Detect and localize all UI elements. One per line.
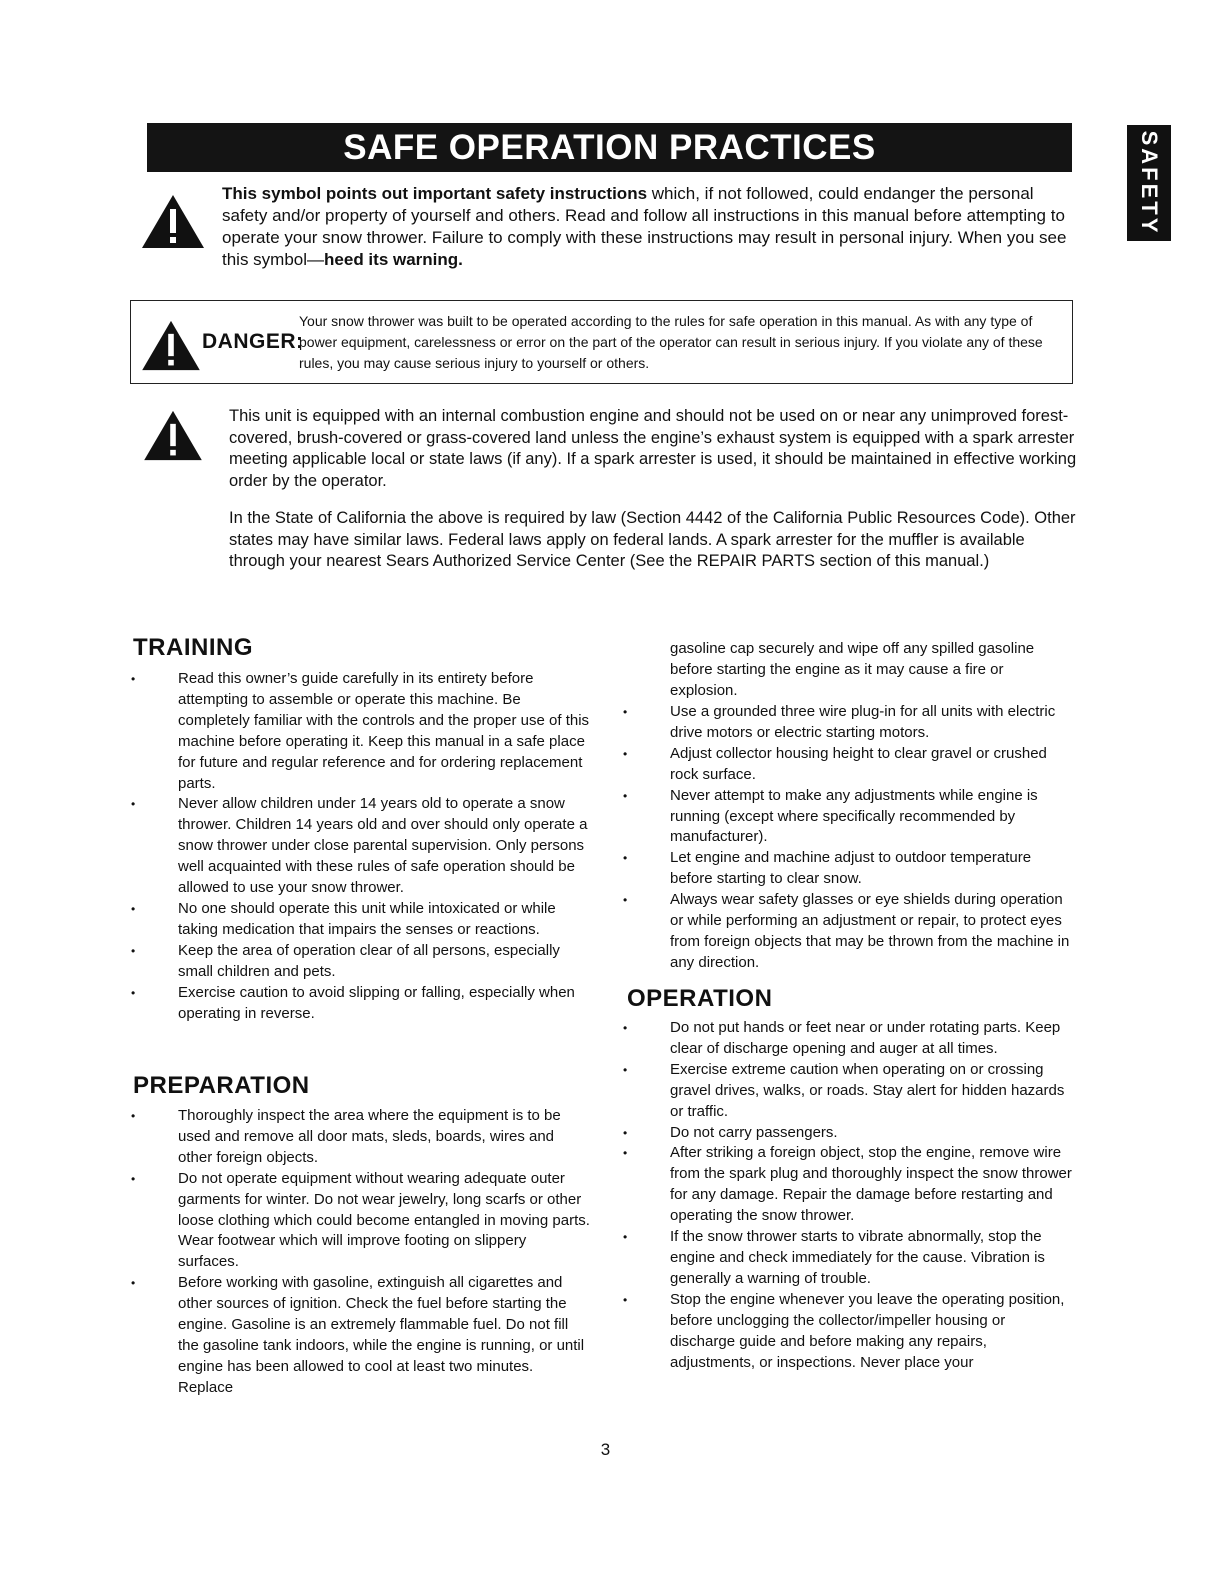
training-heading: TRAINING [133,634,253,661]
page-title-banner [147,123,1072,172]
list-item: • Stop the engine whenever you leave the operating position, before unclogging the collector/impeller housing or discharge guide and before making any repairs, adjustments, or inspections. Never place your [623,1290,1073,1374]
danger-label: DANGER: [202,330,304,353]
page-title: SAFE OPERATION PRACTICES [343,128,876,167]
danger-text: Your snow thrower was built to be operated according to the rules for safe operation in this manual. As with any type of power equipment, carelessness or error on the part of the operator can result in serious injury. If you violate any of these rules, you may cause serious injury to yourself or others. [299,313,1043,371]
list-item: • Exercise caution to avoid slipping or falling, especially when operating in reverse. [131,983,591,1025]
preparation-list [131,1106,591,1399]
warning-triangle-icon [141,193,205,249]
list-item: • Never allow children under 14 years old to operate a snow thrower. Children 14 years old and over should only operate a snow thrower under close parental supervision. Only persons well acquainted with these rules of safe operation should be allowed to use your snow thrower. [131,794,591,899]
preparation-continued [623,639,1073,702]
danger-box [130,300,1073,384]
list-item: • Always wear safety glasses or eye shields during operation or while performing an adjustment or repair, to protect eyes from foreign objects that may be thrown from the machine in any direction. [623,890,1073,974]
list-item: • Never attempt to make any adjustments while engine is running (except where specifically recommended by manufacturer). [623,786,1073,849]
operation-list [623,1018,1073,1373]
operation-heading: OPERATION [627,985,773,1012]
spark-arrester-paragraph-2: In the State of California the above is required by law (Section 4442 of the California Public Resources Code). Other states may have similar laws. Federal laws apply on federal lands. A spark arrester for the muffler is available through your nearest Sears Authorized Service Center (See the REPAIR PARTS section of this manual.) [229,509,1076,570]
list-item: • If the snow thrower starts to vibrate abnormally, stop the engine and check immediately for the cause. Vibration is generally a warning of trouble. [623,1227,1073,1290]
list-item: • Keep the area of operation clear of all persons, especially small children and pets. [131,941,591,983]
intro-bold-lead: This symbol points out important safety instructions [222,184,648,203]
list-item: • After striking a foreign object, stop the engine, remove wire from the spark plug and thoroughly inspect the snow thrower for any damage. Repair the damage before restarting and operating the snow thrower. [623,1143,1073,1227]
preparation-list-continued [623,702,1073,974]
list-item: • No one should operate this unit while intoxicated or while taking medication that impairs the senses or reactions. [131,899,591,941]
list-item: • Thoroughly inspect the area where the equipment is to be used and remove all door mats, sleds, boards, wires and other foreign objects. [131,1106,591,1169]
list-item: • Do not put hands or feet near or under rotating parts. Keep clear of discharge opening and auger at all times. [623,1018,1073,1060]
section-side-tab [1127,125,1171,241]
page-number: 3 [600,1440,611,1459]
list-item: • Use a grounded three wire plug-in for all units with electric drive motors or electric starting motors. [623,702,1073,744]
side-tab-label: SAFETY [1137,130,1162,236]
intro-paragraph [222,183,1082,271]
intro-bold-tail: heed its warning. [324,250,463,269]
spark-arrester-paragraph-1: This unit is equipped with an internal combustion engine and should not be used on or near any unimproved forest-covered, brush-covered or grass-covered land unless the engine’s exhaust system is equipped with a spark arrester meeting applicable local or state laws (if any). If a spark arrester is used, it should be maintained in effective working order by the operator. [229,407,1077,490]
list-item: • Let engine and machine adjust to outdoor temperature before starting to clear snow. [623,848,1073,890]
list-item: • Adjust collector housing height to clear gravel or crushed rock surface. [623,744,1073,786]
list-item: • Read this owner’s guide carefully in its entirety before attempting to assemble or operate this machine. Be completely familiar with the controls and the proper use of this machine before operating it. Keep this manual in a safe place for future and regular reference and for ordering replacement parts. [131,669,591,794]
list-item: • Do not operate equipment without wearing adequate outer garments for winter. Do not wear jewelry, long scarfs or other loose clothing which could become entangled in moving parts. Wear footwear which will improve footing on slippery surfaces. [131,1169,591,1274]
intro-text: which, if not followed, could endanger the personal safety and/or property of yourself and others. Read and follow all instructions in this manual before attempting to operate your snow thrower. Failure to comply with these instructions may result in personal injury. When you see this symbol— [222,184,1067,269]
list-item: • Before working with gasoline, extinguish all cigarettes and other sources of ignition. Check the fuel before starting the engine. Gasoline is an extremely flammable fuel. Do not fill the gasoline tank indoors, while the engine is running, or until engine has been allowed to cool at least two minutes. Replace [131,1273,591,1398]
list-item: gasoline cap securely and wipe off any spilled gasoline before starting the engine as it may cause a fire or explosion. [670,640,1035,699]
list-item: • Do not carry passengers. [623,1123,1073,1144]
spark-warning-icon [143,409,203,461]
list-item: • Exercise extreme caution when operating on or crossing gravel drives, walks, or roads. Stay alert for hidden hazards or traffic. [623,1060,1073,1123]
training-list [131,669,591,1024]
danger-warning-icon [141,319,201,371]
preparation-heading: PREPARATION [133,1072,310,1099]
